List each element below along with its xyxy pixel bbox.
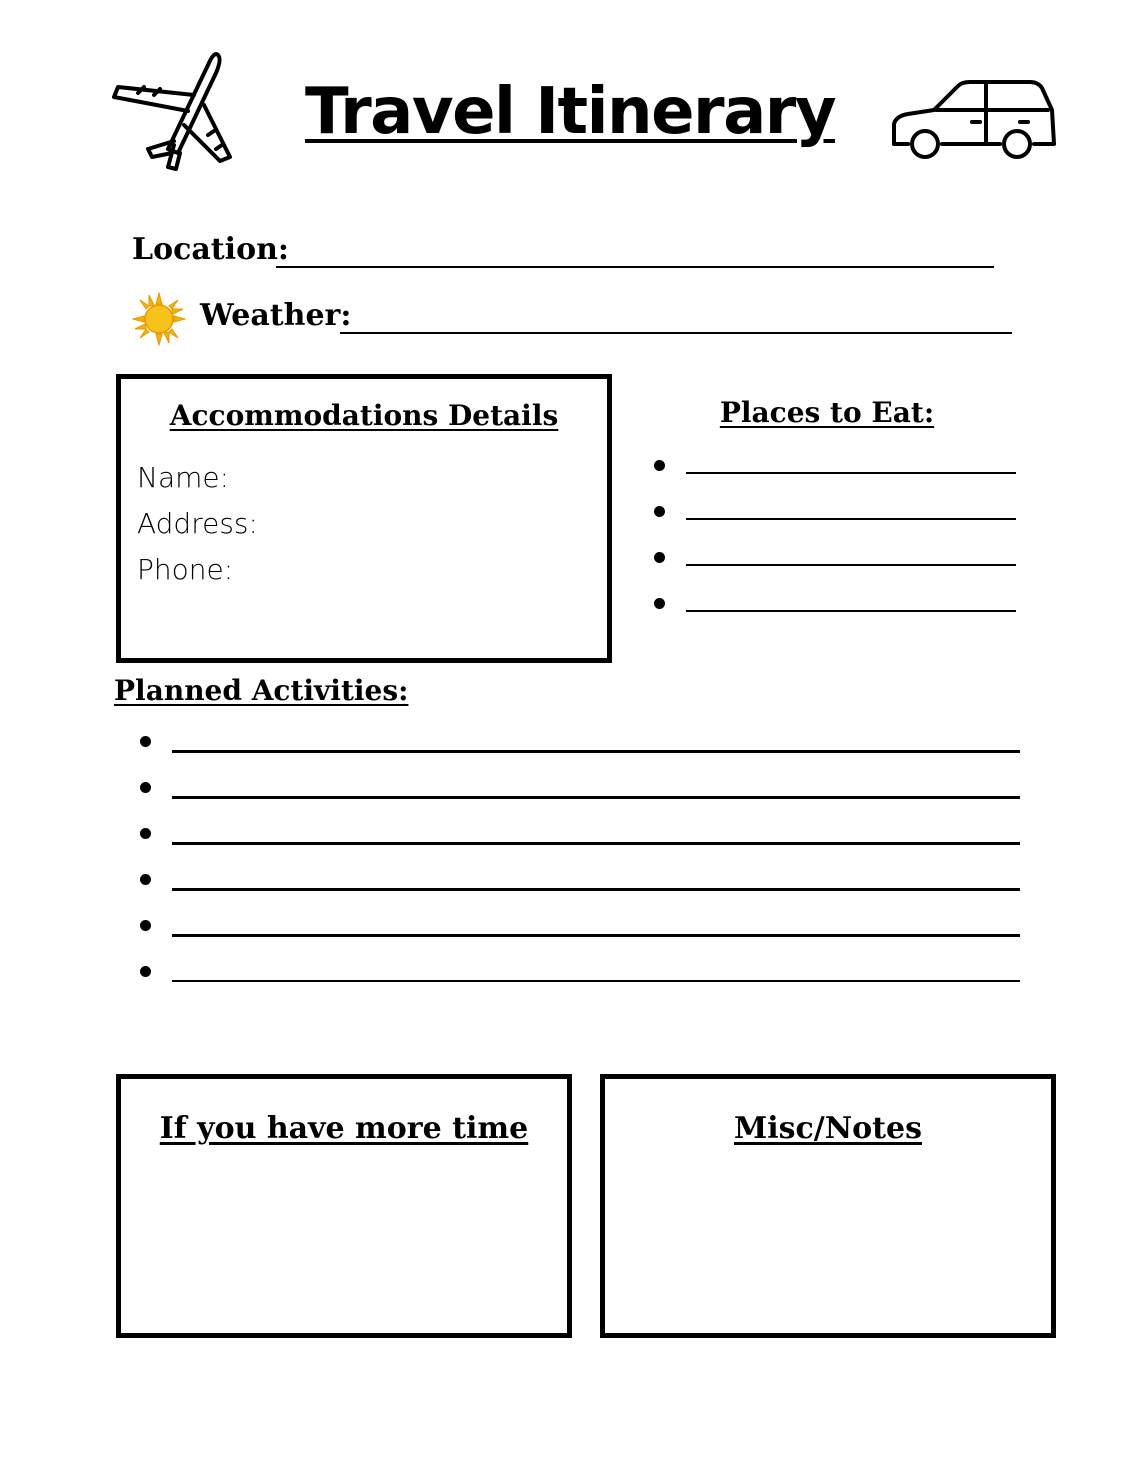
list-item	[654, 596, 1018, 620]
places-to-eat-title: Places to Eat:	[719, 396, 935, 429]
activity-input-line[interactable]	[172, 750, 1020, 753]
eat-input-line[interactable]	[686, 472, 1016, 474]
bullet	[140, 920, 151, 931]
bullet	[140, 966, 151, 977]
eat-input-line[interactable]	[686, 564, 1016, 566]
page-title: Travel Itinerary	[304, 75, 836, 149]
accommodations-box	[116, 374, 612, 663]
weather-label: Weather:	[200, 298, 352, 333]
eat-input-line[interactable]	[686, 610, 1016, 612]
accommodations-title: Accommodations Details	[169, 399, 559, 432]
bullet	[654, 506, 665, 517]
activity-input-line[interactable]	[172, 796, 1020, 799]
list-item	[140, 828, 1022, 852]
list-item	[140, 966, 1022, 990]
misc-notes-title: Misc/Notes	[734, 1111, 922, 1146]
planned-activities-title: Planned Activities:	[114, 674, 409, 707]
accommodation-address-label: Address:	[137, 507, 258, 540]
activity-input-line[interactable]	[172, 934, 1020, 937]
weather-input-line[interactable]	[340, 332, 1012, 334]
list-item	[654, 550, 1018, 574]
accommodation-phone-label: Phone:	[137, 553, 234, 586]
bullet	[140, 782, 151, 793]
activity-input-line[interactable]	[172, 888, 1020, 891]
bullet	[654, 598, 665, 609]
more-time-title: If you have more time	[159, 1111, 529, 1146]
list-item	[140, 920, 1022, 944]
list-item	[654, 458, 1018, 482]
list-item	[654, 504, 1018, 528]
list-item	[140, 736, 1022, 760]
list-item	[140, 782, 1022, 806]
location-input-line[interactable]	[276, 266, 994, 268]
misc-notes-box[interactable]	[600, 1074, 1056, 1338]
list-item	[140, 874, 1022, 898]
more-time-box[interactable]	[116, 1074, 572, 1338]
accommodation-name-label: Name:	[137, 461, 230, 494]
bullet	[140, 736, 151, 747]
bullet	[140, 874, 151, 885]
activity-input-line[interactable]	[172, 980, 1020, 982]
airplane-icon	[108, 45, 240, 177]
car-icon	[888, 78, 1058, 160]
activity-input-line[interactable]	[172, 842, 1020, 845]
bullet	[654, 460, 665, 471]
eat-input-line[interactable]	[686, 518, 1016, 520]
bullet	[654, 552, 665, 563]
bullet	[140, 828, 151, 839]
sun-icon	[132, 292, 186, 346]
location-label: Location:	[132, 232, 289, 267]
